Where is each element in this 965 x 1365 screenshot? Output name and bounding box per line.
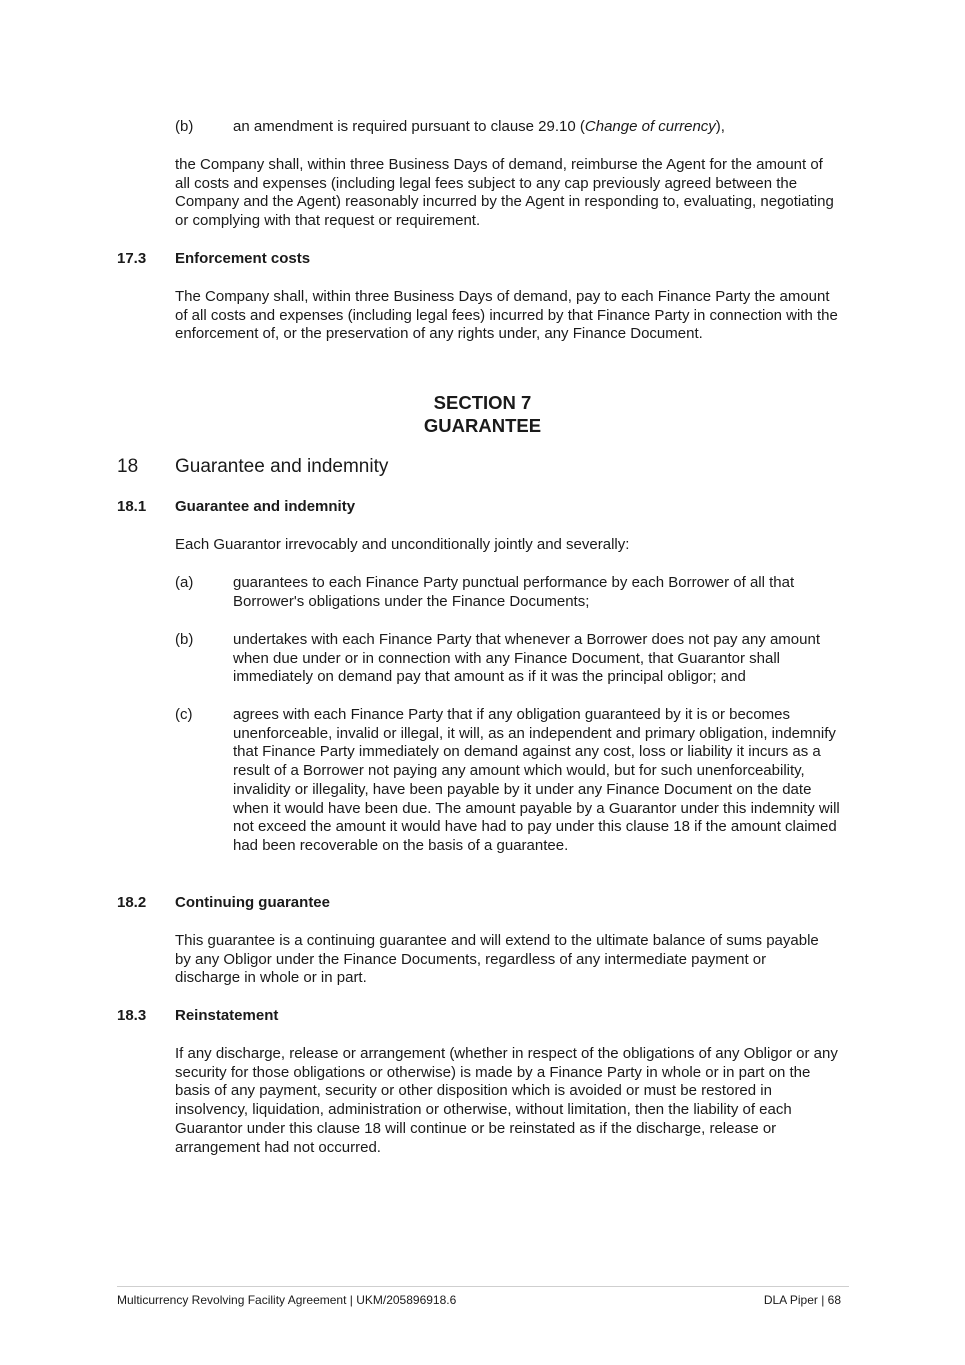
list-item-text: agrees with each Finance Party that if any obligation guaranteed by it is or becomes unenforceable, invalid or illegal, it will, as an independent and primary obligation, indemnify that Finance Party immediately on demand against any cost, loss or liability it incurs as a result of a Borrower not paying any amount which would, but for such unenforceability, invalidity or illegality, have been payable by it under any Finance Document on the date when it would have been due. The amount payable by a Guarantor under this indemnity will not exceed the amount it would have had to pay under this clause 18 if the amount claimed had been recoverable on the basis of a guarantee. [233, 706, 840, 854]
clause-number: 18 [117, 456, 139, 477]
clause-body: This guarantee is a continuing guarantee and will extend to the ultimate balance of sums payable by any Obligor under the Finance Documents, regardless of any intermediate payment or discharge in whole or in part. [175, 932, 819, 987]
list-label: (b) [175, 118, 194, 135]
section-title: GUARANTEE [423, 414, 542, 436]
clause-number: 18.2 [117, 894, 147, 911]
clause-heading: Guarantee and indemnity [175, 498, 356, 515]
list-item-text: undertakes with each Finance Party that whenever a Borrower does not pay any amount when due under or in connection with any Finance Document, that Guarantor shall immediately on demand pay that amount as if it was the principal obligor; and [233, 631, 820, 686]
list-label: (b) [175, 631, 194, 648]
list-item-text: an amendment is required pursuant to clause 29.10 (Change of currency), [233, 118, 725, 135]
clause-heading: Continuing guarantee [175, 894, 330, 911]
clause-heading: Reinstatement [175, 1007, 279, 1024]
list-label: (c) [175, 706, 193, 723]
footer-divider [117, 1286, 849, 1287]
clause-heading: Enforcement costs [175, 250, 311, 267]
footer-document-ref: Multicurrency Revolving Facility Agreement | UKM/205896918.6 [117, 1293, 457, 1307]
clause-number: 17.3 [117, 250, 147, 267]
clause-number: 18.3 [117, 1007, 147, 1024]
clause-intro: Each Guarantor irrevocably and unconditionally jointly and severally: [175, 536, 630, 553]
clause-body: The Company shall, within three Business Days of demand, pay to each Finance Party the amount of all costs and expenses (including legal fees) incurred by that Finance Party in connection with the enforcement of, or the preservation of any rights under, any Finance Document. [175, 288, 838, 343]
footer-page-number: DLA Piper | 68 [763, 1293, 841, 1307]
list-label: (a) [175, 574, 194, 591]
list-item-text: guarantees to each Finance Party punctual performance by each Borrower of all that Borrower's obligations under the Finance Documents; [233, 574, 795, 610]
clause-body: If any discharge, release or arrangement (whether in respect of the obligations of any Obligor or any security for those obligations or otherwise) is made by a Finance Party in whole or in part on the basis of any payment, security or other disposition which is avoided or must be restored in insolvency, liquidation, administration or otherwise, without limitation, then the liability of each Guarantor under this clause 18 will continue or be reinstated as if the discharge, release or arrangement had not occurred. [175, 1045, 838, 1156]
closing-paragraph: the Company shall, within three Business Days of demand, reimburse the Agent for the amount of all costs and expenses (including legal fees subject to any cap previously agreed between the Company and the Agent) reasonably incurred by the Agent in responding to, evaluating, negotiating or complying with that request or requirement. [175, 156, 834, 230]
clause-number: 18.1 [117, 498, 147, 515]
clause-heading: Guarantee and indemnity [175, 456, 389, 477]
section-heading [0, 392, 965, 437]
section-number: SECTION 7 [433, 392, 532, 413]
